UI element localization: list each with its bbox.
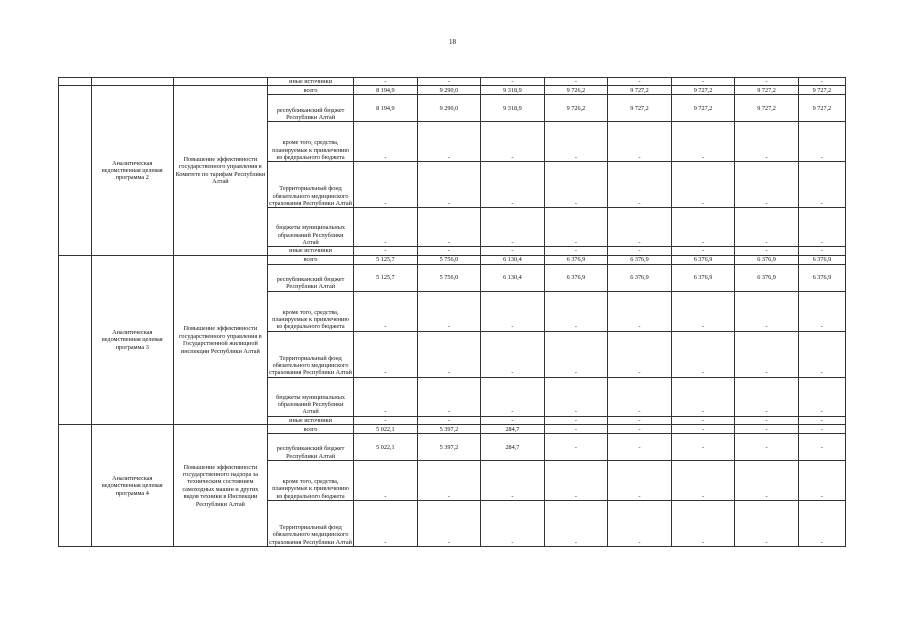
budget-table [58, 77, 846, 547]
value-cell: - [671, 78, 735, 86]
value-cell: 9 727,2 [735, 86, 799, 95]
value-cell: - [735, 331, 799, 377]
value-cell: - [798, 291, 845, 331]
value-cell: - [735, 434, 799, 461]
table-row [59, 425, 846, 434]
value-cell: - [417, 291, 481, 331]
value-cell: - [798, 208, 845, 247]
source-cell: республиканский бюджет Республики Алтай [268, 264, 354, 291]
value-cell: 9 727,2 [735, 95, 799, 122]
value-cell: - [608, 377, 672, 416]
value-cell: - [735, 377, 799, 416]
value-cell: - [735, 122, 799, 162]
value-cell: - [354, 331, 418, 377]
value-cell: - [608, 461, 672, 501]
value-cell: 9 318,9 [481, 86, 545, 95]
value-cell: 8 194,9 [354, 86, 418, 95]
value-cell: - [735, 291, 799, 331]
value-cell: - [798, 377, 845, 416]
source-cell: Территориальный фонд обязательного медицинского страхования Республики Алтай [268, 501, 354, 547]
value-cell: - [481, 461, 545, 501]
value-cell: 6 376,9 [608, 255, 672, 264]
value-cell: - [608, 331, 672, 377]
page-number: 18 [449, 38, 456, 46]
value-cell: - [671, 501, 735, 547]
value-cell: 5 125,7 [354, 264, 418, 291]
value-cell: - [354, 377, 418, 416]
value-cell: - [354, 78, 418, 86]
value-cell: 6 376,9 [798, 264, 845, 291]
value-cell: - [608, 78, 672, 86]
value-cell: - [481, 162, 545, 208]
source-cell: кроме того, средства, планируемые к привлечению из федерального бюджета [268, 291, 354, 331]
value-cell: 9 318,9 [481, 95, 545, 122]
value-cell: - [798, 331, 845, 377]
value-cell: - [544, 162, 608, 208]
value-cell: 5 125,7 [354, 255, 418, 264]
value-cell: 6 376,9 [798, 255, 845, 264]
value-cell: - [481, 291, 545, 331]
value-cell: - [354, 416, 418, 424]
value-cell: 9 290,0 [417, 95, 481, 122]
value-cell: - [417, 208, 481, 247]
value-cell: - [481, 247, 545, 255]
value-cell: - [798, 122, 845, 162]
value-cell: 5 397,2 [417, 434, 481, 461]
value-cell: - [735, 461, 799, 501]
empty-cell [59, 255, 92, 424]
value-cell: - [544, 425, 608, 434]
value-cell: - [735, 247, 799, 255]
value-cell: - [608, 501, 672, 547]
source-cell: иные источники [268, 247, 354, 255]
empty-cell [173, 78, 267, 86]
table-row [59, 78, 846, 86]
value-cell: - [671, 247, 735, 255]
value-cell: 9 727,2 [608, 86, 672, 95]
value-cell: 284,7 [481, 425, 545, 434]
value-cell: - [481, 331, 545, 377]
value-cell: 5 022,1 [354, 434, 418, 461]
value-cell: - [417, 501, 481, 547]
value-cell: - [735, 416, 799, 424]
value-cell: - [481, 78, 545, 86]
value-cell: - [671, 461, 735, 501]
value-cell: 9 290,0 [417, 86, 481, 95]
value-cell: - [608, 208, 672, 247]
value-cell: - [481, 416, 545, 424]
value-cell: - [798, 78, 845, 86]
value-cell: 9 727,2 [608, 95, 672, 122]
value-cell: - [544, 331, 608, 377]
value-cell: - [544, 461, 608, 501]
value-cell: - [671, 377, 735, 416]
empty-cell [91, 78, 173, 86]
value-cell: - [544, 416, 608, 424]
value-cell: 9 726,2 [544, 95, 608, 122]
source-cell: иные источники [268, 416, 354, 424]
value-cell: 6 376,9 [735, 255, 799, 264]
value-cell: - [671, 331, 735, 377]
value-cell: - [354, 501, 418, 547]
value-cell: - [544, 208, 608, 247]
program-goal: Повышение эффективности государственного надзора за техническим состоянием самоходных машин и других видов техники в Инспекции Республики Алтай [173, 425, 267, 547]
value-cell: - [354, 461, 418, 501]
value-cell: - [608, 291, 672, 331]
value-cell: - [671, 162, 735, 208]
value-cell: - [798, 434, 845, 461]
value-cell: - [481, 501, 545, 547]
value-cell: 284,7 [481, 434, 545, 461]
value-cell: 9 726,2 [544, 86, 608, 95]
source-cell: иные источники [268, 78, 354, 86]
table-row [59, 86, 846, 95]
program-goal: Повышение эффективности государственного управления в Комитете по тарифам Республики Алтай [173, 86, 267, 255]
value-cell: - [608, 162, 672, 208]
value-cell: - [544, 291, 608, 331]
value-cell: - [417, 78, 481, 86]
source-cell: Территориальный фонд обязательного медицинского страхования Республики Алтай [268, 162, 354, 208]
value-cell: - [608, 416, 672, 424]
value-cell: - [671, 208, 735, 247]
value-cell: - [544, 434, 608, 461]
value-cell: 6 376,9 [544, 255, 608, 264]
value-cell: - [608, 247, 672, 255]
value-cell: 6 130,4 [481, 264, 545, 291]
value-cell: - [354, 162, 418, 208]
value-cell: 6 376,9 [671, 255, 735, 264]
value-cell: - [798, 162, 845, 208]
source-cell: бюджеты муниципальных образований Республики Алтай [268, 208, 354, 247]
source-cell: бюджеты муниципальных образований Республики Алтай [268, 377, 354, 416]
value-cell: - [735, 78, 799, 86]
value-cell: - [354, 208, 418, 247]
value-cell: - [798, 247, 845, 255]
value-cell: 8 194,9 [354, 95, 418, 122]
value-cell: - [671, 434, 735, 461]
source-cell: всего [268, 86, 354, 95]
program-name: Аналитическая ведомственная целевая программа 4 [91, 425, 173, 547]
value-cell: 6 376,9 [608, 264, 672, 291]
source-cell: кроме того, средства, планируемые к привлечению из федерального бюджета [268, 461, 354, 501]
program-name: Аналитическая ведомственная целевая программа 3 [91, 255, 173, 424]
value-cell: - [735, 425, 799, 434]
value-cell: - [417, 247, 481, 255]
value-cell: - [544, 78, 608, 86]
source-cell: республиканский бюджет Республики Алтай [268, 95, 354, 122]
value-cell: - [671, 122, 735, 162]
value-cell: 5 397,2 [417, 425, 481, 434]
value-cell: - [798, 425, 845, 434]
source-cell: всего [268, 255, 354, 264]
value-cell: 6 376,9 [544, 264, 608, 291]
value-cell: 9 727,2 [671, 95, 735, 122]
value-cell: - [608, 434, 672, 461]
table-row [59, 255, 846, 264]
program-goal: Повышение эффективности государственного управления в Государственной жилищной инспекции Республики Алтай [173, 255, 267, 424]
value-cell: 6 376,9 [671, 264, 735, 291]
value-cell: - [671, 291, 735, 331]
source-cell: Территориальный фонд обязательного медицинского страхования Республики Алтай [268, 331, 354, 377]
value-cell: - [544, 122, 608, 162]
value-cell: - [417, 122, 481, 162]
empty-cell [59, 86, 92, 255]
source-cell: всего [268, 425, 354, 434]
value-cell: 6 130,4 [481, 255, 545, 264]
value-cell: - [417, 416, 481, 424]
value-cell: - [354, 247, 418, 255]
empty-cell [59, 78, 92, 86]
value-cell: 5 756,0 [417, 264, 481, 291]
value-cell: 9 727,2 [798, 86, 845, 95]
value-cell: - [417, 162, 481, 208]
value-cell: - [735, 501, 799, 547]
value-cell: 9 727,2 [671, 86, 735, 95]
value-cell: - [735, 162, 799, 208]
value-cell: 6 376,9 [735, 264, 799, 291]
empty-cell [59, 425, 92, 547]
value-cell: - [544, 501, 608, 547]
value-cell: - [798, 461, 845, 501]
value-cell: - [608, 122, 672, 162]
source-cell: кроме того, средства, планируемые к привлечению из федерального бюджета [268, 122, 354, 162]
value-cell: 5 756,0 [417, 255, 481, 264]
value-cell: - [481, 122, 545, 162]
program-name: Аналитическая ведомственная целевая программа 2 [91, 86, 173, 255]
value-cell: - [798, 501, 845, 547]
value-cell: - [798, 416, 845, 424]
value-cell: 9 727,2 [798, 95, 845, 122]
value-cell: - [671, 416, 735, 424]
value-cell: - [481, 377, 545, 416]
value-cell: - [354, 291, 418, 331]
value-cell: - [735, 208, 799, 247]
value-cell: - [354, 122, 418, 162]
value-cell: - [608, 425, 672, 434]
value-cell: - [544, 377, 608, 416]
value-cell: - [481, 208, 545, 247]
value-cell: - [671, 425, 735, 434]
value-cell: - [417, 377, 481, 416]
value-cell: - [544, 247, 608, 255]
source-cell: республиканский бюджет Республики Алтай [268, 434, 354, 461]
value-cell: 5 022,1 [354, 425, 418, 434]
value-cell: - [417, 331, 481, 377]
value-cell: - [417, 461, 481, 501]
